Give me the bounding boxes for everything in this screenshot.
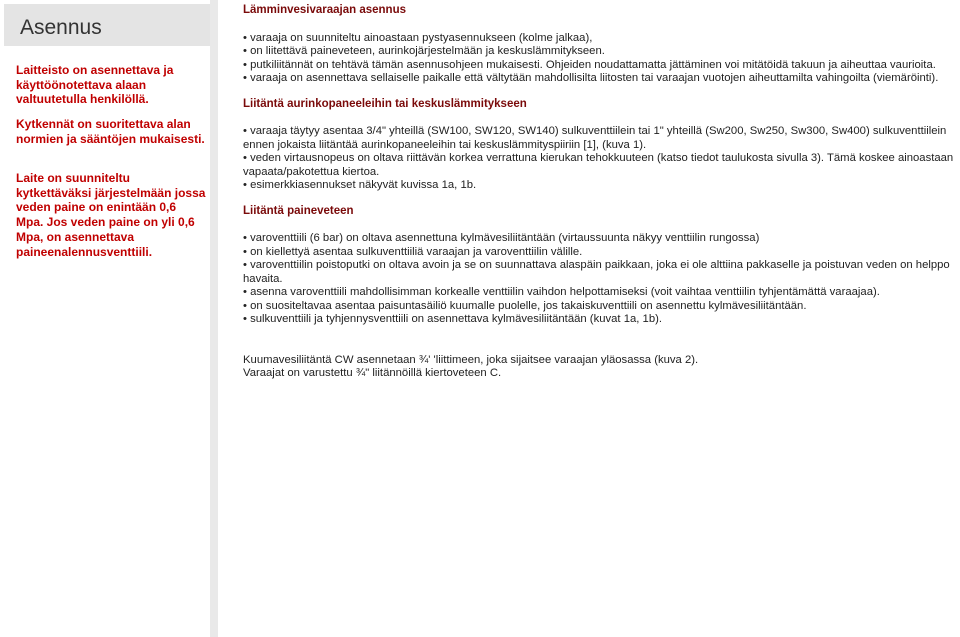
pressure-water-list (243, 232, 959, 327)
list-item: • putkiliitännät on tehtävä tämän asennusohjeen mukaisesti. Ohjeiden noudattamatta jättäminen voi mitätöidä takuun ja aiheuttaa vaurioita. (243, 59, 959, 73)
list-item: • on kiellettyä asentaa sulkuventtiiliä varaajan ja varoventtiilin välille. (243, 246, 959, 260)
section-heading-solar: Liitäntä aurinkopaneeleihin tai keskuslämmitykseen (243, 97, 527, 110)
main-content (243, 4, 959, 381)
list-item: • esimerkkiasennukset näkyvät kuvissa 1a, 1b. (243, 179, 959, 193)
side-note-pressure: Laite on suunniteltu kytkettäväksi järjestelmään jossa veden paine on enintään 0,6 Mpa. Jos veden paine on yli 0,6 Mpa, on asennettava paineenalennusventtiili. (16, 171, 206, 259)
column-divider (210, 0, 218, 637)
list-item: • veden virtausnopeus on oltava riittävän korkea verrattuna kierukan tehokkuuteen (katso tiedot taulukosta sivulla 3). Tämä koskee ainoastaan vapaata/pakotettua kiertoa. (243, 152, 959, 179)
list-item: • varoventtiili (6 bar) on oltava asennettuna kylmävesiliitäntään (virtaussuunta näkyy venttiilin rungossa) (243, 232, 959, 246)
list-item: • asenna varoventtiili mahdollisimman korkealle venttiilin vaihdon helpottamiseksi (voit vaihtaa venttiilin tyhjentämättä varaajaa). (243, 286, 959, 300)
title-box (4, 4, 210, 46)
solar-list (243, 125, 959, 193)
sidebar (0, 0, 210, 637)
installation-list (243, 32, 959, 86)
list-item: • varaaja täytyy asentaa 3/4" yhteillä (SW100, SW120, SW140) sulkuventtiilein tai 1" yhteillä (Sw200, Sw250, Sw300, Sw400) sulkuventtiilein ennen jokaista liitäntää aurinkopaneeleihin tai keskuslämmityspiiriin [1], (kuva 1). (243, 125, 959, 152)
side-note-authorized: Laitteisto on asennettava ja käyttöönotettava alaan valtuutetulla henkilöllä. (16, 63, 174, 107)
list-item: • on suositeltavaa asentaa paisuntasäiliö kuumalle puolelle, jos takaiskuventtiili on asennettu kylmävesiliitäntään. (243, 300, 959, 314)
section-heading-installation: Lämminvesivaraajan asennus (243, 4, 406, 16)
list-item: • on liitettävä paineveteen, aurinkojärjestelmään ja keskuslämmitykseen. (243, 45, 959, 59)
closing-line-cw: Kuumavesiliitäntä CW asennetaan ¾' 'liittimeen, joka sijaitsee varaajan yläosassa (kuva 2). (243, 353, 699, 366)
list-item: • varaaja on suunniteltu ainoastaan pystyasennukseen (kolme jalkaa), (243, 32, 959, 46)
page-title: Asennus (20, 16, 102, 39)
closing-line-c: Varaajat on varustettu ¾" liitännöillä kiertoveteen C. (243, 367, 502, 379)
closing-notes (243, 354, 959, 381)
side-note-standards: Kytkennät on suoritettava alan normien ja sääntöjen mukaisesti. (16, 117, 205, 146)
list-item: • sulkuventtiili ja tyhjennysventtiili on asennettava kylmävesiliitäntään (kuvat 1a, 1b). (243, 313, 959, 327)
section-heading-pressure-water: Liitäntä paineveteen (243, 204, 354, 217)
list-item: • varaaja on asennettava sellaiselle paikalle että vältytään mahdollisilta liitosten tai varaajan vuotojen aiheuttamilta vahingoilta (viemäröinti). (243, 72, 959, 86)
list-item: • varoventtiilin poistoputki on oltava avoin ja se on suunnattava alaspäin paikkaan, joka ei ole alttiina pakkaselle ja poistuvan veden on helppo havaita. (243, 259, 959, 286)
